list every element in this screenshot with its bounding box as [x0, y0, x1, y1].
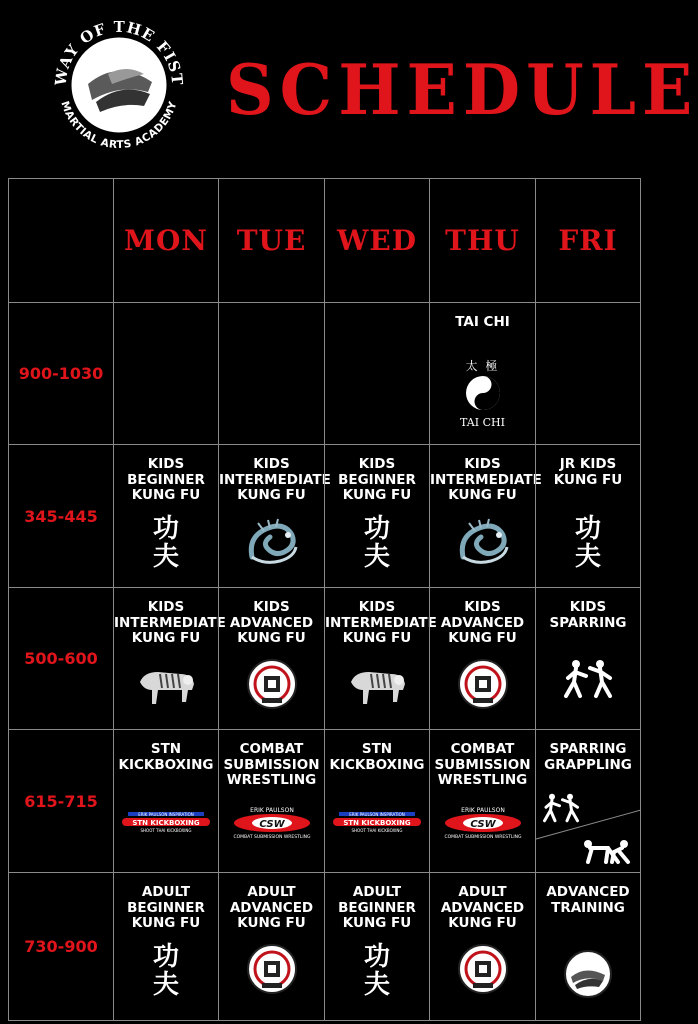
kung-fu-characters-icon — [146, 515, 186, 571]
icon-wrapper — [228, 806, 316, 844]
class-cell — [113, 302, 219, 445]
class-cell — [218, 587, 325, 730]
class-name: STN KICKBOXING — [329, 741, 425, 773]
stn-badge-top: ERIK PAULSON INSPIRATION — [349, 812, 405, 817]
kung-fu-char-1: 功 — [574, 514, 601, 544]
class-name: SPARRING GRAPPLING — [544, 741, 632, 773]
class-cell — [113, 872, 219, 1021]
icon-wrapper — [578, 834, 634, 870]
icon-wrapper — [345, 660, 409, 712]
day-header-mon: MON — [113, 178, 219, 303]
class-cell — [535, 444, 641, 588]
icon-wrapper — [457, 943, 509, 999]
association-emblem-icon — [246, 943, 298, 995]
stn-badge-title: STN KICKBOXING — [132, 819, 200, 827]
day-header-tue: TUE — [218, 178, 325, 303]
class-cell — [429, 302, 536, 445]
csw-badge-top: ERIK PAULSON — [460, 807, 505, 814]
class-name: COMBAT SUBMISSION WRESTLING — [223, 741, 320, 788]
csw-badge-bottom: COMBAT SUBMISSION WRESTLING — [232, 835, 311, 840]
csw-badge-title: CSW — [258, 819, 285, 830]
class-cell — [429, 587, 536, 730]
icon-wrapper — [563, 949, 613, 1003]
tai-chi-icon — [453, 357, 513, 429]
class-name: KIDS BEGINNER KUNG FU — [338, 456, 416, 503]
tiger-icon — [134, 660, 198, 708]
kung-fu-characters-icon — [357, 515, 397, 571]
class-name: ADVANCED TRAINING — [546, 884, 630, 916]
class-name: KIDS ADVANCED KUNG FU — [229, 599, 314, 646]
class-cell — [113, 587, 226, 730]
logo-top-text: WAY OF THE FIST — [51, 17, 187, 87]
class-cell — [535, 729, 641, 873]
day-header-thu: THU — [429, 178, 536, 303]
class-name: KIDS BEGINNER KUNG FU — [127, 456, 205, 503]
class-name: COMBAT SUBMISSION WRESTLING — [434, 741, 531, 788]
icon-wrapper — [439, 806, 527, 844]
stn-kickboxing-badge — [122, 810, 210, 834]
class-cell — [429, 444, 542, 588]
csw-badge-top: ERIK PAULSON — [249, 807, 294, 814]
kung-fu-char-1: 功 — [152, 942, 179, 972]
kung-fu-characters-icon — [568, 515, 608, 571]
logo-bottom-text: MARTIAL ARTS ACADEMY — [58, 99, 180, 152]
stn-kickboxing-badge — [333, 810, 421, 834]
kung-fu-char-1: 功 — [363, 942, 390, 972]
tiger-icon — [345, 660, 409, 708]
class-name: KIDS SPARRING — [549, 599, 627, 631]
class-name: KIDS INTERMEDIATE KUNG FU — [325, 599, 437, 646]
schedule-grid — [8, 178, 640, 1020]
tai-chi-icon-label: TAI CHI — [460, 416, 505, 429]
class-cell — [324, 729, 430, 873]
csw-badge — [228, 806, 316, 840]
icon-wrapper — [333, 810, 421, 838]
class-cell — [218, 729, 325, 873]
kung-fu-char-2: 夫 — [363, 542, 390, 572]
time-slot: 615-715 — [8, 729, 114, 873]
time-slot: 900-1030 — [8, 302, 114, 445]
kung-fu-char-1: 功 — [152, 514, 179, 544]
class-name: KIDS INTERMEDIATE KUNG FU — [219, 456, 331, 503]
dragon-icon — [244, 517, 300, 569]
palms-logo-icon — [563, 949, 613, 999]
time-slot: 730-900 — [8, 872, 114, 1021]
class-name: ADULT BEGINNER KUNG FU — [127, 884, 205, 931]
kung-fu-char-1: 功 — [363, 514, 390, 544]
stn-badge-top: ERIK PAULSON INSPIRATION — [138, 812, 194, 817]
csw-badge-title: CSW — [469, 819, 496, 830]
grappling-icon — [578, 834, 634, 866]
kung-fu-characters-icon — [357, 943, 397, 999]
class-cell — [535, 302, 641, 445]
class-name: KIDS INTERMEDIATE KUNG FU — [114, 599, 226, 646]
association-emblem-icon — [457, 943, 509, 995]
icon-wrapper — [246, 943, 298, 999]
stn-badge-bottom: SHOOT THAI KICKBOXING — [140, 828, 192, 833]
sparring-icon — [560, 656, 616, 702]
class-cell — [535, 587, 641, 730]
yin-yang-icon — [453, 374, 513, 412]
time-slot: 345-445 — [8, 444, 114, 588]
icon-wrapper — [246, 658, 298, 714]
csw-badge — [439, 806, 527, 840]
class-name: ADULT ADVANCED KUNG FU — [229, 884, 314, 931]
time-slot: 500-600 — [8, 587, 114, 730]
icon-wrapper — [457, 658, 509, 714]
class-cell — [218, 444, 331, 588]
kung-fu-char-2: 夫 — [152, 542, 179, 572]
icon-wrapper — [134, 660, 198, 712]
class-cell — [324, 302, 430, 445]
icon-wrapper — [560, 656, 616, 706]
kung-fu-char-2: 夫 — [152, 970, 179, 1000]
class-name: STN KICKBOXING — [118, 741, 214, 773]
class-cell — [324, 587, 437, 730]
stn-badge-bottom: SHOOT THAI KICKBOXING — [351, 828, 403, 833]
dragon-icon — [455, 517, 511, 569]
kung-fu-char-2: 夫 — [363, 970, 390, 1000]
class-cell — [218, 872, 325, 1021]
stn-badge-title: STN KICKBOXING — [343, 819, 411, 827]
header-corner — [8, 178, 114, 303]
class-cell — [429, 729, 536, 873]
association-emblem-icon — [246, 658, 298, 710]
sparring-icon — [540, 790, 582, 826]
class-cell — [218, 302, 325, 445]
class-name: ADULT BEGINNER KUNG FU — [338, 884, 416, 931]
association-emblem-icon — [457, 658, 509, 710]
day-header-wed: WED — [324, 178, 430, 303]
icon-wrapper — [455, 517, 511, 573]
csw-badge-bottom: COMBAT SUBMISSION WRESTLING — [443, 835, 522, 840]
page-title: SCHEDULE — [226, 49, 698, 131]
class-name: ADULT ADVANCED KUNG FU — [440, 884, 525, 931]
class-cell — [113, 444, 219, 588]
academy-logo — [48, 14, 190, 156]
class-cell — [324, 872, 430, 1021]
day-header-fri: FRI — [535, 178, 641, 303]
class-name: JR KIDS KUNG FU — [553, 456, 623, 488]
class-cell — [113, 729, 219, 873]
kung-fu-characters-icon — [146, 943, 186, 999]
kung-fu-char-2: 夫 — [574, 542, 601, 572]
icon-wrapper — [540, 790, 582, 830]
tai-chi-characters: 太 極 — [465, 359, 500, 373]
class-name: KIDS ADVANCED KUNG FU — [440, 599, 525, 646]
class-name: TAI CHI — [455, 314, 510, 330]
icon-wrapper — [244, 517, 300, 573]
icon-wrapper — [122, 810, 210, 838]
class-cell — [324, 444, 430, 588]
class-cell — [535, 872, 641, 1021]
class-cell — [429, 872, 536, 1021]
class-name: KIDS INTERMEDIATE KUNG FU — [430, 456, 542, 503]
